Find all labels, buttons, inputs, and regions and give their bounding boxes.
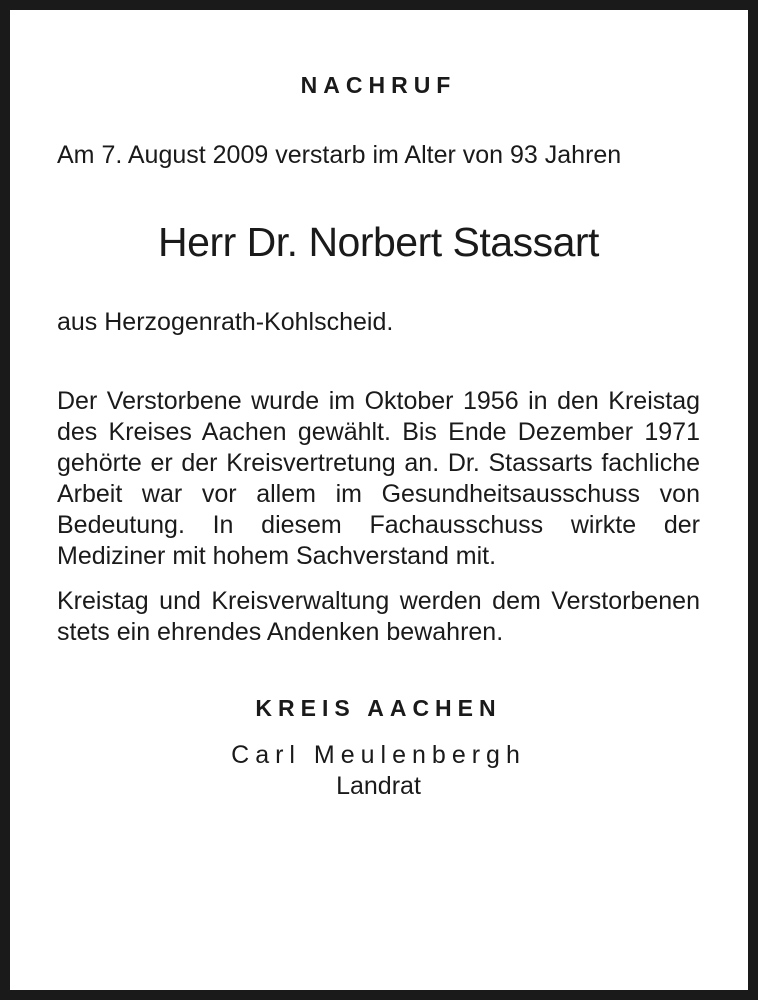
- signature-organization: KREIS AACHEN: [255, 695, 502, 721]
- deceased-name: Herr Dr. Norbert Stassart: [158, 219, 599, 265]
- intro-text: Am 7. August 2009 verstarb im Alter von 93 Jahren: [57, 141, 622, 169]
- notice-heading: NACHRUF: [300, 72, 457, 98]
- body-paragraph-2: Kreistag und Kreisverwaltung werden dem Verstorbenen stets ein ehrendes Andenken bewahren.: [57, 587, 700, 646]
- obituary-notice: [57, 56, 700, 802]
- signature-title: Landrat: [336, 772, 421, 800]
- body-paragraph-1: Der Verstorbene wurde im Oktober 1956 in den Kreistag des Kreises Aachen gewählt. Bis Ende Dezember 1971 gehörte er der Kreisvertretung an. Dr. Stassarts fachliche Arbeit war vor allem im Gesundheitsausschuss von Bedeutung. In diesem Fachausschuss wirkte der Mediziner mit hohem Sachverstand mit.: [57, 387, 700, 570]
- origin-text: aus Herzogenrath-Kohlscheid.: [57, 308, 394, 336]
- signature-name: Carl Meulenbergh: [231, 741, 526, 769]
